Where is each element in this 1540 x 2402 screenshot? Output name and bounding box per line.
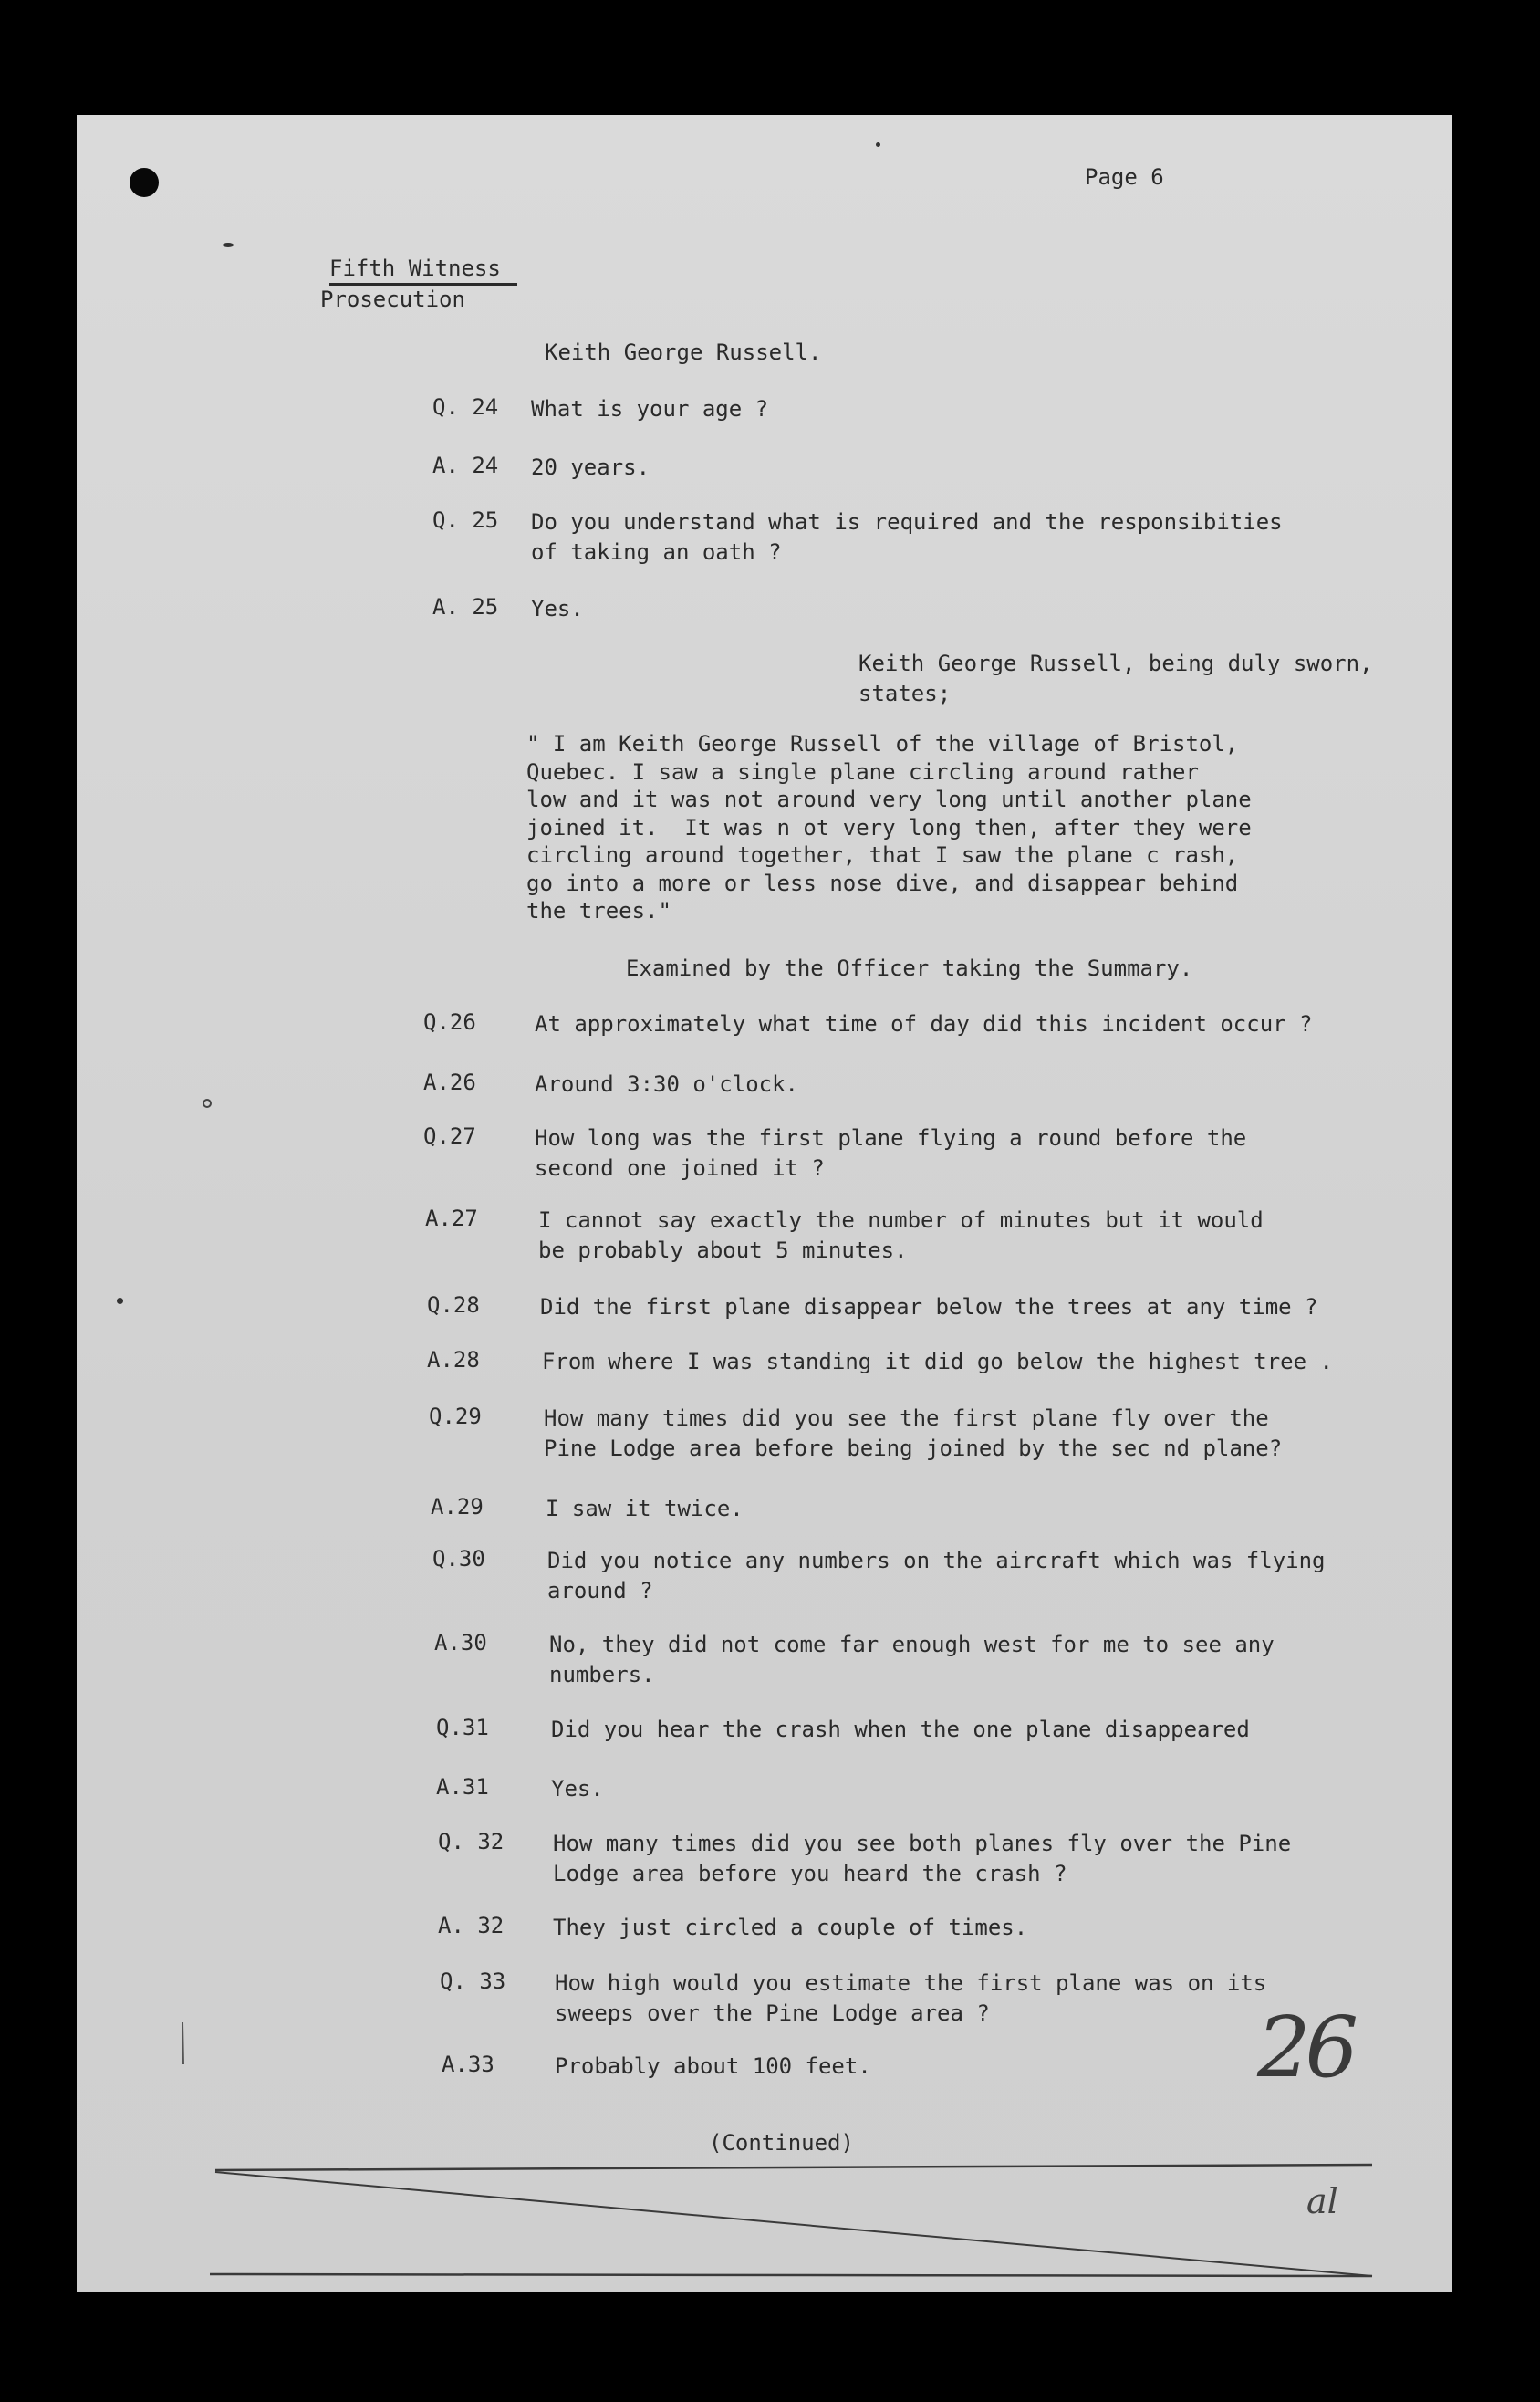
- qa-text: How many times did you see the first plane fly over the Pine Lodge area before being joined by the sec nd plane?: [544, 1405, 1283, 1461]
- qa-text: Did you hear the crash when the one plane disappeared: [551, 1717, 1250, 1742]
- qa-text: Yes.: [551, 1776, 604, 1802]
- ink-speck: [117, 1298, 123, 1304]
- handwritten-page-number: 26: [1257, 1999, 1354, 2096]
- qa-label: A. 24: [432, 453, 499, 478]
- qa-label: A.28: [427, 1347, 480, 1373]
- qa-label: A. 25: [432, 594, 499, 620]
- qa-label: Q.26: [423, 1009, 476, 1035]
- ink-speck: [203, 1099, 212, 1108]
- qa-text: Do you understand what is required and the responsibities of taking an oath ?: [531, 509, 1283, 565]
- qa-text: How many times did you see both planes fly over the Pine Lodge area before you heard the crash ?: [553, 1831, 1292, 1886]
- qa-label: A.27: [425, 1206, 478, 1231]
- qa-label: Q.31: [436, 1715, 489, 1740]
- witness-statement: " I am Keith George Russell of the village of Bristol, Quebec. I saw a single plane circling around rather low and it was not around very long until another plane joined it. It was n ot very long then, after they were circling around together, that I saw the plane c rash, go into a more or less nose dive, and disappear behind the trees.": [526, 731, 1252, 924]
- handwritten-initials: al: [1306, 2181, 1338, 2221]
- qa-label: A.33: [442, 2052, 494, 2077]
- witness-side: Prosecution: [320, 287, 465, 312]
- ink-speck: [876, 142, 880, 147]
- qa-label: A.26: [423, 1070, 476, 1095]
- qa-label: Q. 25: [432, 507, 499, 533]
- qa-text: How high would you estimate the first plane was on its sweeps over the Pine Lodge area ?: [555, 1970, 1267, 2026]
- examined-line: Examined by the Officer taking the Summary.: [626, 956, 1193, 981]
- qa-text: Did the first plane disappear below the trees at any time ?: [540, 1294, 1318, 1320]
- qa-text: They just circled a couple of times.: [553, 1915, 1028, 1940]
- qa-label: A.30: [434, 1630, 487, 1655]
- sworn-intro: Keith George Russell, being duly sworn, states;: [858, 651, 1373, 706]
- qa-text: At approximately what time of day did this incident occur ?: [535, 1011, 1313, 1037]
- qa-label: Q. 32: [438, 1829, 505, 1854]
- qa-label: A. 32: [438, 1913, 505, 1938]
- qa-text: From where I was standing it did go below the highest tree .: [542, 1349, 1333, 1374]
- qa-text: What is your age ?: [531, 396, 769, 422]
- qa-label: A.31: [436, 1774, 489, 1800]
- qa-text: 20 years.: [531, 454, 650, 480]
- qa-text: Probably about 100 feet.: [555, 2053, 871, 2079]
- qa-label: A.29: [431, 1494, 484, 1520]
- page-number: Page 6: [1085, 164, 1164, 190]
- continued-note: (Continued): [709, 2130, 854, 2156]
- qa-text: I cannot say exactly the number of minutes but it would be probably about 5 minutes.: [538, 1207, 1264, 1263]
- qa-text: Yes.: [531, 596, 584, 621]
- qa-text: I saw it twice.: [546, 1496, 744, 1521]
- qa-label: Q. 33: [440, 1969, 506, 1994]
- qa-label: Q.27: [423, 1123, 476, 1149]
- qa-label: Q.28: [427, 1292, 480, 1318]
- witness-name: Keith George Russell.: [545, 339, 822, 365]
- ink-speck: [223, 243, 234, 247]
- qa-label: Q. 24: [432, 394, 499, 420]
- qa-text: Around 3:30 o'clock.: [535, 1071, 798, 1097]
- qa-label: Q.29: [429, 1404, 482, 1429]
- qa-text: No, they did not come far enough west for me to see any numbers.: [549, 1632, 1275, 1687]
- qa-text: How long was the first plane flying a round before the second one joined it ?: [535, 1125, 1247, 1181]
- qa-text: Did you notice any numbers on the aircraft which was flying around ?: [547, 1548, 1326, 1603]
- witness-heading: Fifth Witness: [329, 256, 517, 286]
- qa-label: Q.30: [432, 1546, 485, 1572]
